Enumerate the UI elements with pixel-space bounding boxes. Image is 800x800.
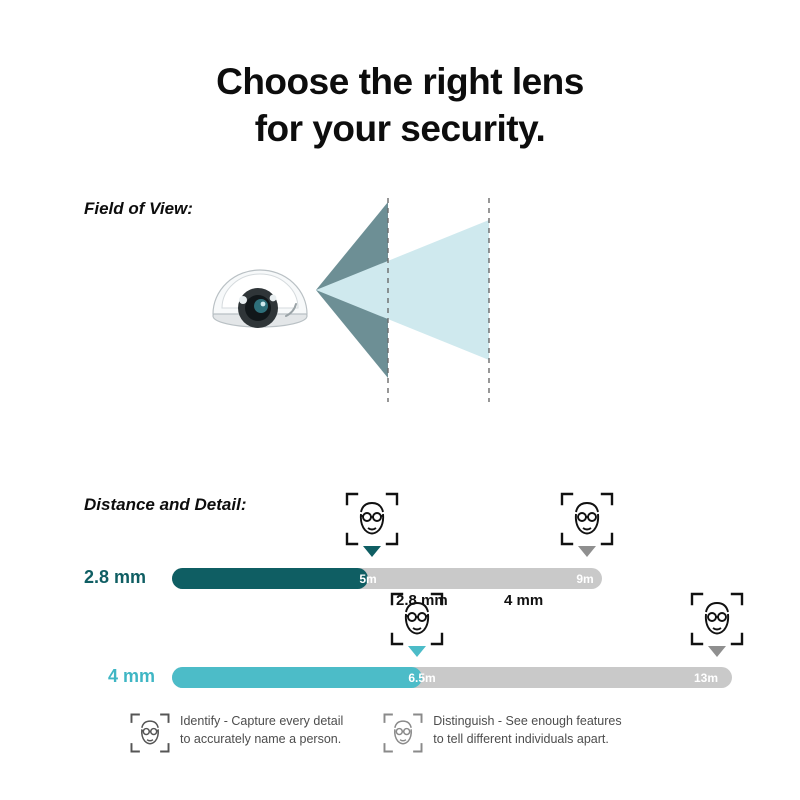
legend <box>130 712 690 758</box>
legend-item-identify <box>130 712 343 758</box>
page-title-line-1: Choose the right lens <box>216 61 584 102</box>
distance-bar-4mm <box>172 667 732 688</box>
pointer-4mm-identify <box>408 646 426 657</box>
distance-and-detail-label: Distance and Detail: <box>84 495 247 514</box>
legend-text-distinguish <box>433 712 621 748</box>
identify-face-icon-4mm <box>390 592 444 646</box>
legend-distinguish-line-1: Distinguish - See enough features <box>433 714 622 728</box>
lens-label-4mm: 4 mm <box>108 666 156 686</box>
distance-value-28mm-identify: 5m <box>359 572 377 586</box>
identify-face-icon-28mm <box>345 492 399 546</box>
legend-text-identify <box>180 712 343 748</box>
distinguish-face-icon <box>383 713 423 758</box>
legend-distinguish-line-2: to tell different individuals apart. <box>433 732 609 747</box>
pointer-4mm-distinguish <box>708 646 726 657</box>
distinguish-face-icon-28mm <box>560 492 614 546</box>
legend-identify-line-1: Identify - Capture every detail <box>180 714 344 728</box>
distance-value-4mm-identify: 6.5m <box>408 671 436 685</box>
distance-bar-fill-28mm <box>172 568 368 589</box>
fov-tick-label-4mm: 4 mm <box>504 592 544 609</box>
distance-bar-fill-4mm <box>172 667 422 688</box>
lens-label-28mm: 2.8 mm <box>84 567 147 587</box>
page-title-line-2: for your security. <box>254 108 546 150</box>
fov-tick-label-28mm: 2.8 mm <box>396 592 448 609</box>
distance-bar-28mm <box>172 568 602 589</box>
distance-value-28mm-distinguish: 9m <box>576 572 594 586</box>
legend-identify-line-2: to accurately name a person. <box>180 732 342 747</box>
dome-camera-icon <box>213 270 307 328</box>
cone-narrow-4mm <box>316 220 489 360</box>
legend-item-distinguish <box>383 712 621 758</box>
distinguish-face-icon-4mm <box>690 592 744 646</box>
pointer-28mm-identify <box>363 546 381 557</box>
page-title <box>0 0 800 153</box>
identify-face-icon <box>130 713 170 758</box>
pointer-28mm-distinguish <box>578 546 596 557</box>
distance-value-4mm-distinguish: 13m <box>693 671 719 685</box>
field-of-view-label: Field of View: <box>84 199 193 218</box>
